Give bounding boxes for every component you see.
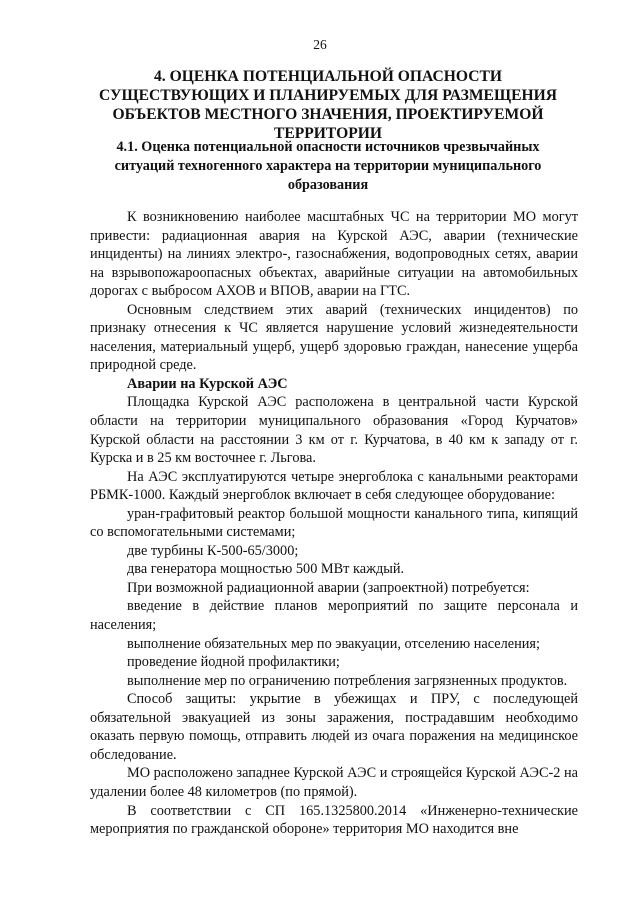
paragraph-power-units: На АЭС эксплуатируются четыре энергоблока с канальными реакторами РБМК-1000. Каждый энергоблок включает в себя следующее оборудование: — [90, 468, 578, 504]
paragraph-regulation: В соответствии с СП 165.1325800.2014 «Инженерно-технические мероприятия по гражданской обороне» территория МО находится вне — [90, 802, 578, 838]
paragraph-consequences: Основным следствием этих аварий (технических инцидентов) по признаку отнесения к ЧС является нарушение условий жизнедеятельности населения, материальный ущерб, ущерб здоровью граждан, нанесение ущерба природной среде. — [90, 301, 578, 374]
paragraph-protection-method: Способ защиты: укрытие в убежищах и ПРУ, с последующей обязательной эвакуацией из зоны заражения, пострадавшим необходимо оказать первую помощь, отправить людей из очага поражения на медицинское обследование. — [90, 691, 578, 763]
section-title: 4. ОЦЕНКА ПОТЕНЦИАЛЬНОЙ ОПАСНОСТИ СУЩЕСТВУЮЩИХ И ПЛАНИРУЕМЫХ ДЛЯ РАЗМЕЩЕНИЯ ОБЪЕКТОВ МЕСТНОГО ЗНАЧЕНИЯ, ПРОЕКТИРУЕМОЙ ТЕРРИТОРИИ — [98, 68, 557, 142]
paragraph-site-location: Площадка Курской АЭС расположена в центральной части Курской области на территории муниципального образования «Город Курчатов» Курской области на расстоянии 3 км от г. Курчатова, в 40 км к западу от г. Курска и в 25 км восточнее г. Льгова. — [90, 394, 578, 467]
list-item-turbines: две турбины К-500-65/3000; — [127, 542, 299, 559]
list-item-protection-plans: введение в действие планов мероприятий по защите персонала и населения; — [90, 598, 578, 634]
body-text — [90, 208, 578, 839]
heading-kursk-npp-accidents: Аварии на Курской АЭС — [127, 375, 288, 392]
subsection-title: 4.1. Оценка потенциальной опасности источников чрезвычайных ситуаций техногенного характера на территории муниципального образования — [114, 139, 542, 193]
paragraph-intro: К возникновению наиболее масштабных ЧС на территории МО могут привести: радиационная авария на Курской АЭС, аварии (технические инциденты) на линиях электро-, газоснабжения, водопроводных сетях, аварии на взрывопожароопасных объектах, аварийные ситуации на автомобильных дорогах с выбросом АХОВ и ВПОВ, аварии на ГТС. — [90, 209, 578, 300]
paragraph-distance: МО расположено западнее Курской АЭС и строящейся Курской АЭС-2 на удалении более 48 километров (по прямой). — [90, 765, 578, 800]
list-item-food-restriction: выполнение мер по ограничению потребления загрязненных продуктов. — [127, 672, 568, 689]
list-item-evacuation: выполнение обязательных мер по эвакуации, отселению населения; — [127, 635, 540, 652]
list-item-reactor: уран-графитовый реактор большой мощности канального типа, кипящий со вспомогательными системами; — [90, 505, 578, 541]
page-number: 26 — [313, 37, 327, 52]
list-item-iodine-prophylaxis: проведение йодной профилактики; — [127, 654, 340, 671]
list-item-generators: два генератора мощностью 500 МВт каждый. — [127, 561, 405, 578]
paragraph-required-measures: При возможной радиационной аварии (запроектной) потребуется: — [127, 579, 530, 596]
